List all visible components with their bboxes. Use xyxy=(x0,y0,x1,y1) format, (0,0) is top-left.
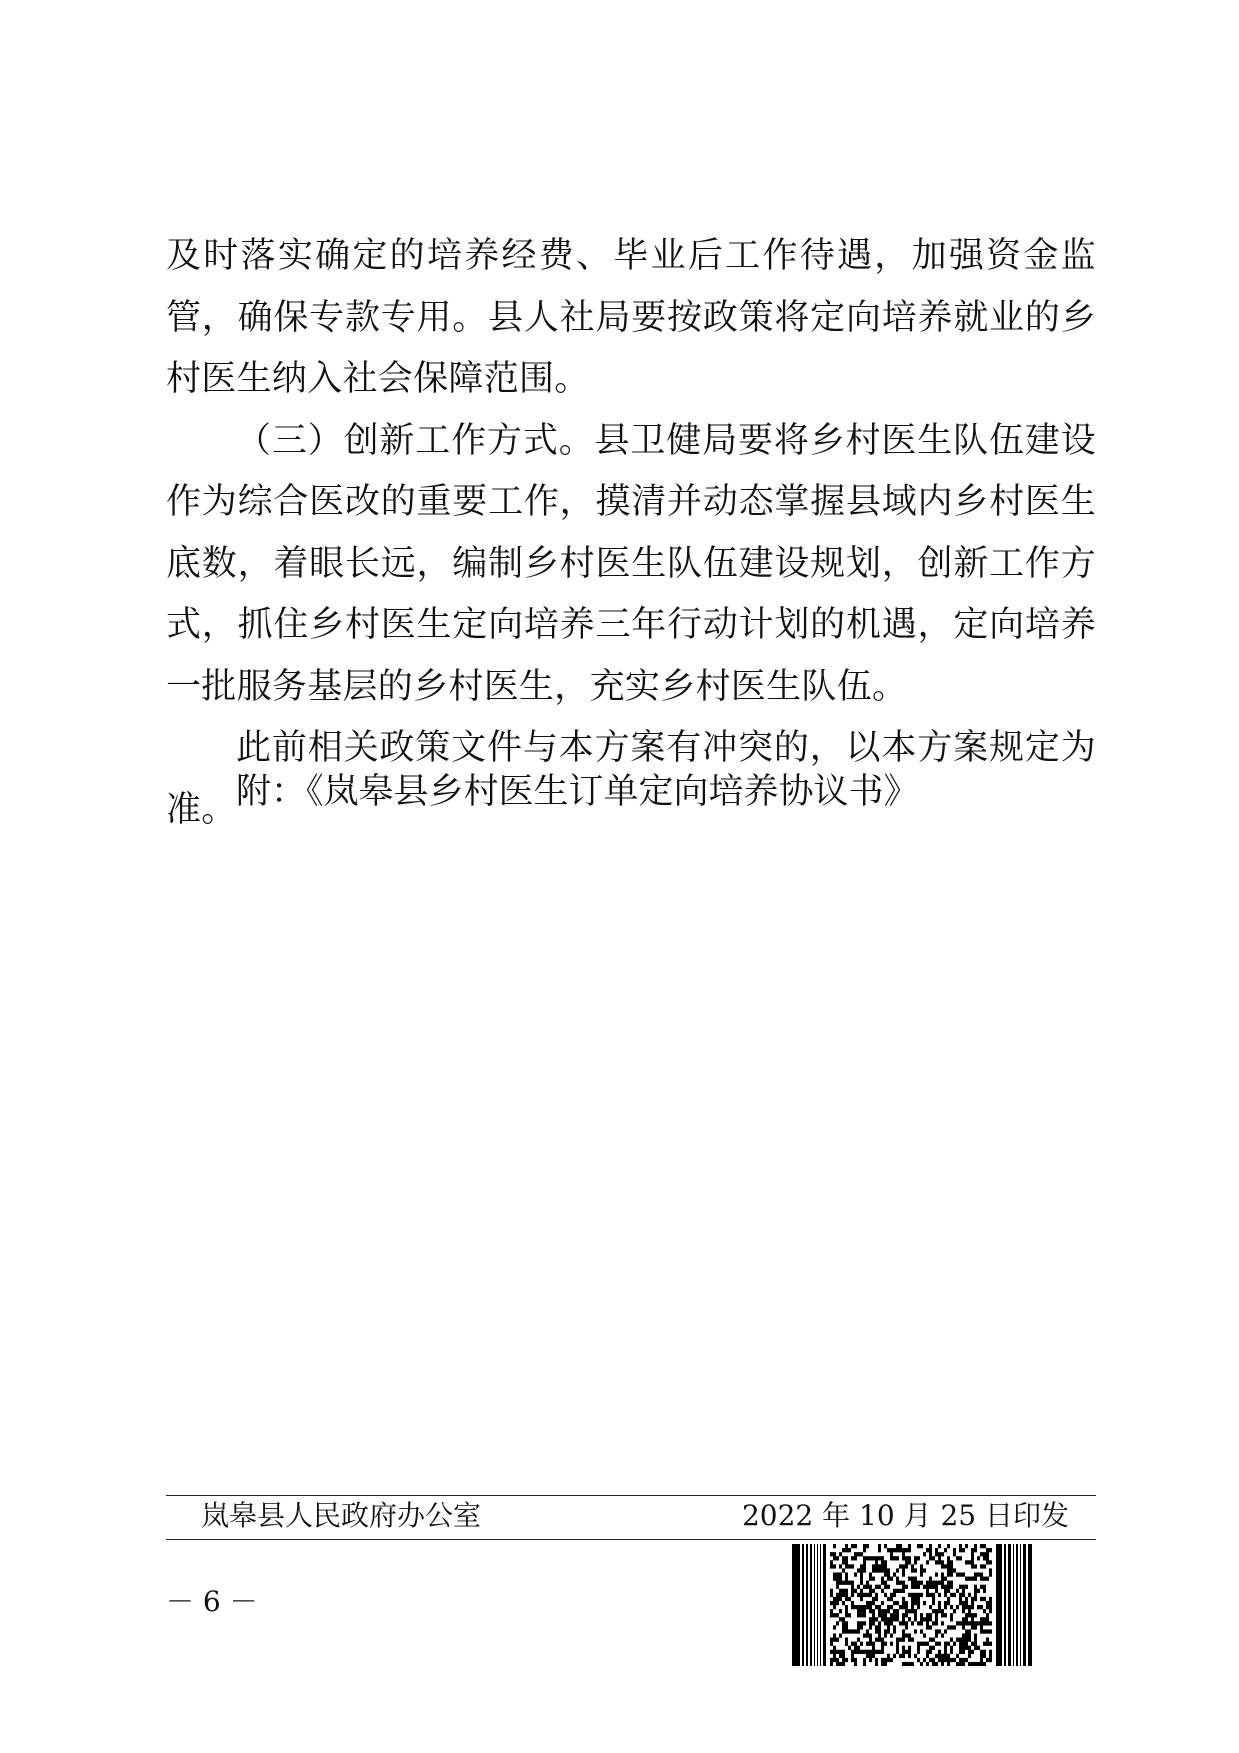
document-body xyxy=(166,226,1096,841)
issue-date: 2022 年 10 月 25 日印发 xyxy=(741,1499,1069,1532)
page-number: － 6 － xyxy=(166,1585,258,1618)
paragraph-funding: 及时落实确定的培养经费、毕业后工作待遇，加强资金监管，确保专款专用。县人社局要按政策将定向培养就业的乡村医生纳入社会保障范围。 xyxy=(166,236,1096,399)
issuer-name: 岚皋县人民政府办公室 xyxy=(201,1499,482,1532)
barcode-image xyxy=(792,1544,1032,1666)
paragraph-precedence: 此前相关政策文件与本方案有冲突的，以本方案规定为准。 xyxy=(166,728,1096,830)
footer-bottom-rule xyxy=(166,1539,1096,1540)
attachment-note: 附：《岚皋县乡村医生订单定向培养协议书》 xyxy=(236,772,919,812)
paragraph-innovation: （三）创新工作方式。县卫健局要将乡村医生队伍建设作为综合医改的重要工作，摸清并动态掌握县域内乡村医生底数，着眼长远，编制乡村医生队伍建设规划，创新工作方式，抓住乡村医生定向培养三年行动计划的机遇，定向培养一批服务基层的乡村医生，充实乡村医生队伍。 xyxy=(166,420,1096,707)
